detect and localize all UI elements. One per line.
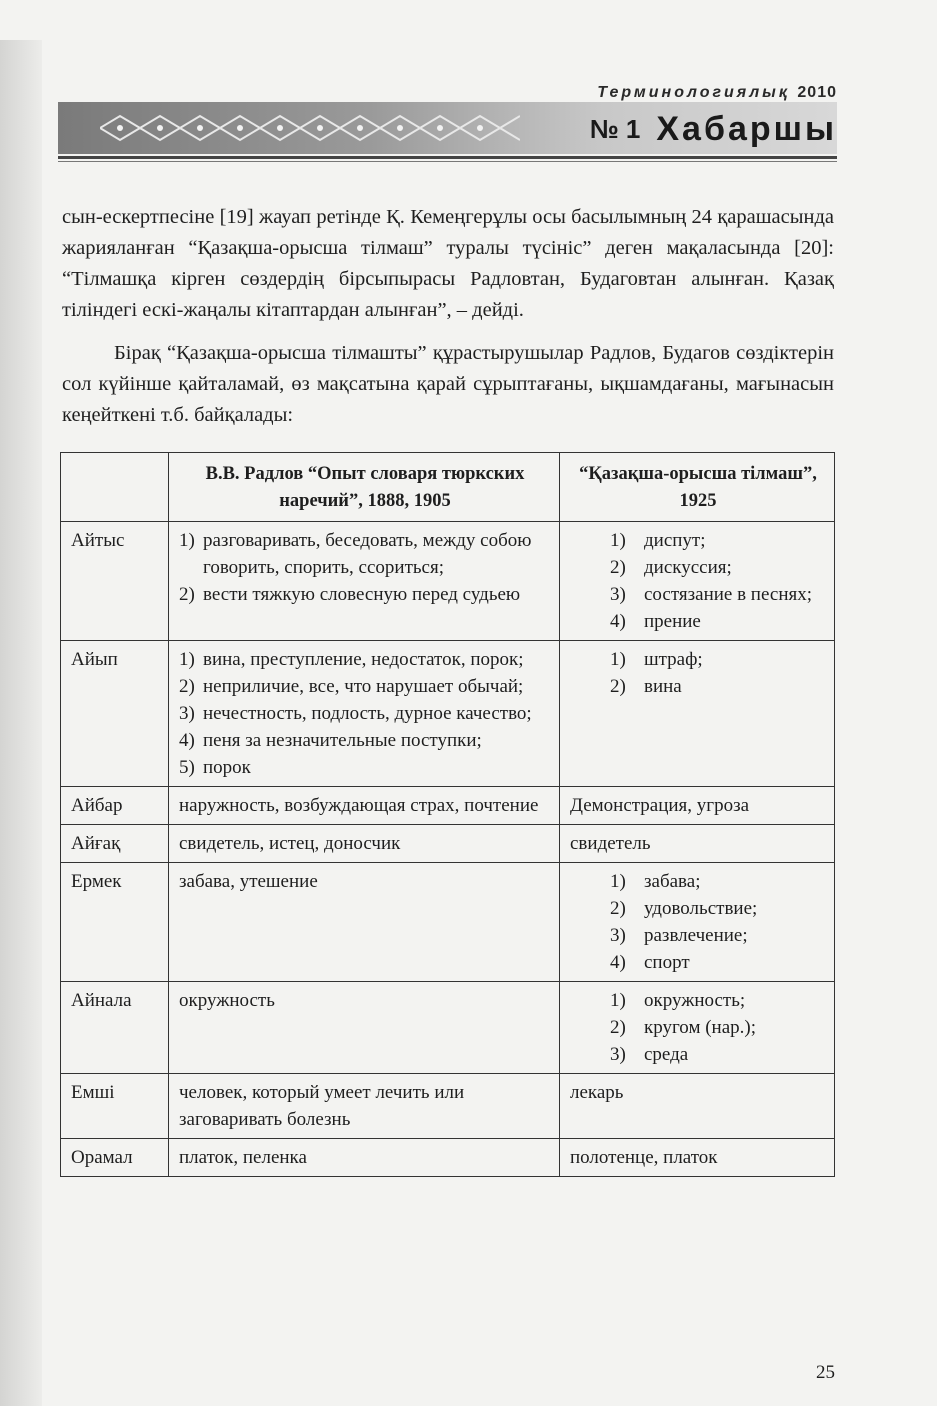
header-band [58,102,837,154]
tilmash-cell [560,982,835,1074]
list-item: 2) вина [610,676,682,697]
table-row [61,1074,835,1139]
header-rule-thin [58,161,837,162]
radlov-cell: платок, пеленка [169,1139,560,1177]
term-cell: Айғақ [61,825,169,863]
radlov-cell: человек, который умеет лечить или заговаривать болезнь [169,1074,560,1139]
table-row [61,825,835,863]
list-item: 1) окружность; [610,990,746,1011]
table-row [61,1139,835,1177]
page-number: 25 [816,1362,835,1383]
ornament-pattern-icon [100,110,520,146]
list-item: 4) спорт [610,952,690,973]
term-cell: Айып [61,641,169,787]
list-item: 1) вина, преступление, недостаток, порок; [179,649,524,670]
list-item: 4) пеня за незначительные поступки; [179,730,482,751]
list-item: 2) неприличие, все, что нарушает обычай; [179,676,524,697]
radlov-cell: забава, утешение [169,863,560,982]
list-item: 1) разговаривать, беседовать, между собою говорить, спорить, ссориться; [179,530,532,578]
list-item: 1) штраф; [610,649,703,670]
body-paragraph-2: Бірақ “Қазақша-орысша тілмашты” құрастырушылар Радлов, Будагов сөздіктерін сол күйінше қайталамай, өз мақсатына қарай сұрыптағаны, ықшамдағаны, мағынасын кеңейткені т.б. байқалады: [62,342,834,426]
list-item: 3) развлечение; [610,925,748,946]
radlov-cell [169,641,560,787]
header-tilmash: “Қазақша-орысша тілмаш”, 1925 [560,453,835,522]
header-rule [58,156,837,159]
page-edge-shadow [0,40,42,1406]
tilmash-cell [560,522,835,641]
list-item: 3) состязание в песнях; [610,584,813,605]
header-term [61,453,169,522]
term-cell: Емші [61,1074,169,1139]
table-header-row [61,453,835,522]
issue-title [590,110,837,150]
term-cell: Айбар [61,787,169,825]
tilmash-cell [560,641,835,787]
list-item: 1) диспут; [610,530,706,551]
radlov-cell: свидетель, истец, доносчик [169,825,560,863]
list-item: 4) прение [610,611,701,632]
tilmash-cell: лекарь [560,1074,835,1139]
term-cell: Ермек [61,863,169,982]
list-item: 2) удовольствие; [610,898,758,919]
radlov-cell [169,522,560,641]
header-radlov: В.В. Радлов “Опыт словаря тюркских наречий”, 1888, 1905 [169,453,560,522]
tilmash-cell: Демонстрация, угроза [560,787,835,825]
table-row [61,787,835,825]
tilmash-cell: полотенце, платок [560,1139,835,1177]
list-item: 2) дискуссия; [610,557,732,578]
journal-title-word: Хабаршы [656,110,837,148]
body-paragraph-1: сын-ескертпесіне [19] жауап ретінде Қ. Кемеңгерұлы осы басылымның 24 қарашасында жарияланған “Қазақша-орысша тілмаш” туралы түсініс” деген мақаласында [20]: “Тілмашқа кірген сөздердің бірсыпырасы Радловтан, Будаговтан алынған. Қазақ тіліндегі ескі-жаңалы кітаптардан алынған”, – дейді. [62,206,834,321]
term-cell: Орамал [61,1139,169,1177]
list-item: 3) нечестность, подлость, дурное качество; [179,703,532,724]
tilmash-cell [560,863,835,982]
table-row [61,641,835,787]
table-row [61,863,835,982]
term-cell: Айнала [61,982,169,1074]
tilmash-cell: свидетель [560,825,835,863]
radlov-cell: окружность [169,982,560,1074]
journal-name: Терминологиялық 2010 [597,84,837,101]
radlov-cell: наружность, возбуждающая страх, почтение [169,787,560,825]
term-cell: Айтыс [61,522,169,641]
table-row [61,982,835,1074]
list-item: 2) вести тяжкую словесную перед судьею [179,584,521,605]
list-item: 1) забава; [610,871,701,892]
list-item: 5) порок [179,757,251,778]
list-item: 2) кругом (нар.); [610,1017,756,1038]
comparison-table [60,452,835,1177]
list-item: 3) среда [610,1044,689,1065]
issue-number: № 1 [589,114,641,144]
journal-year: 2010 [797,84,837,101]
table-row [61,522,835,641]
